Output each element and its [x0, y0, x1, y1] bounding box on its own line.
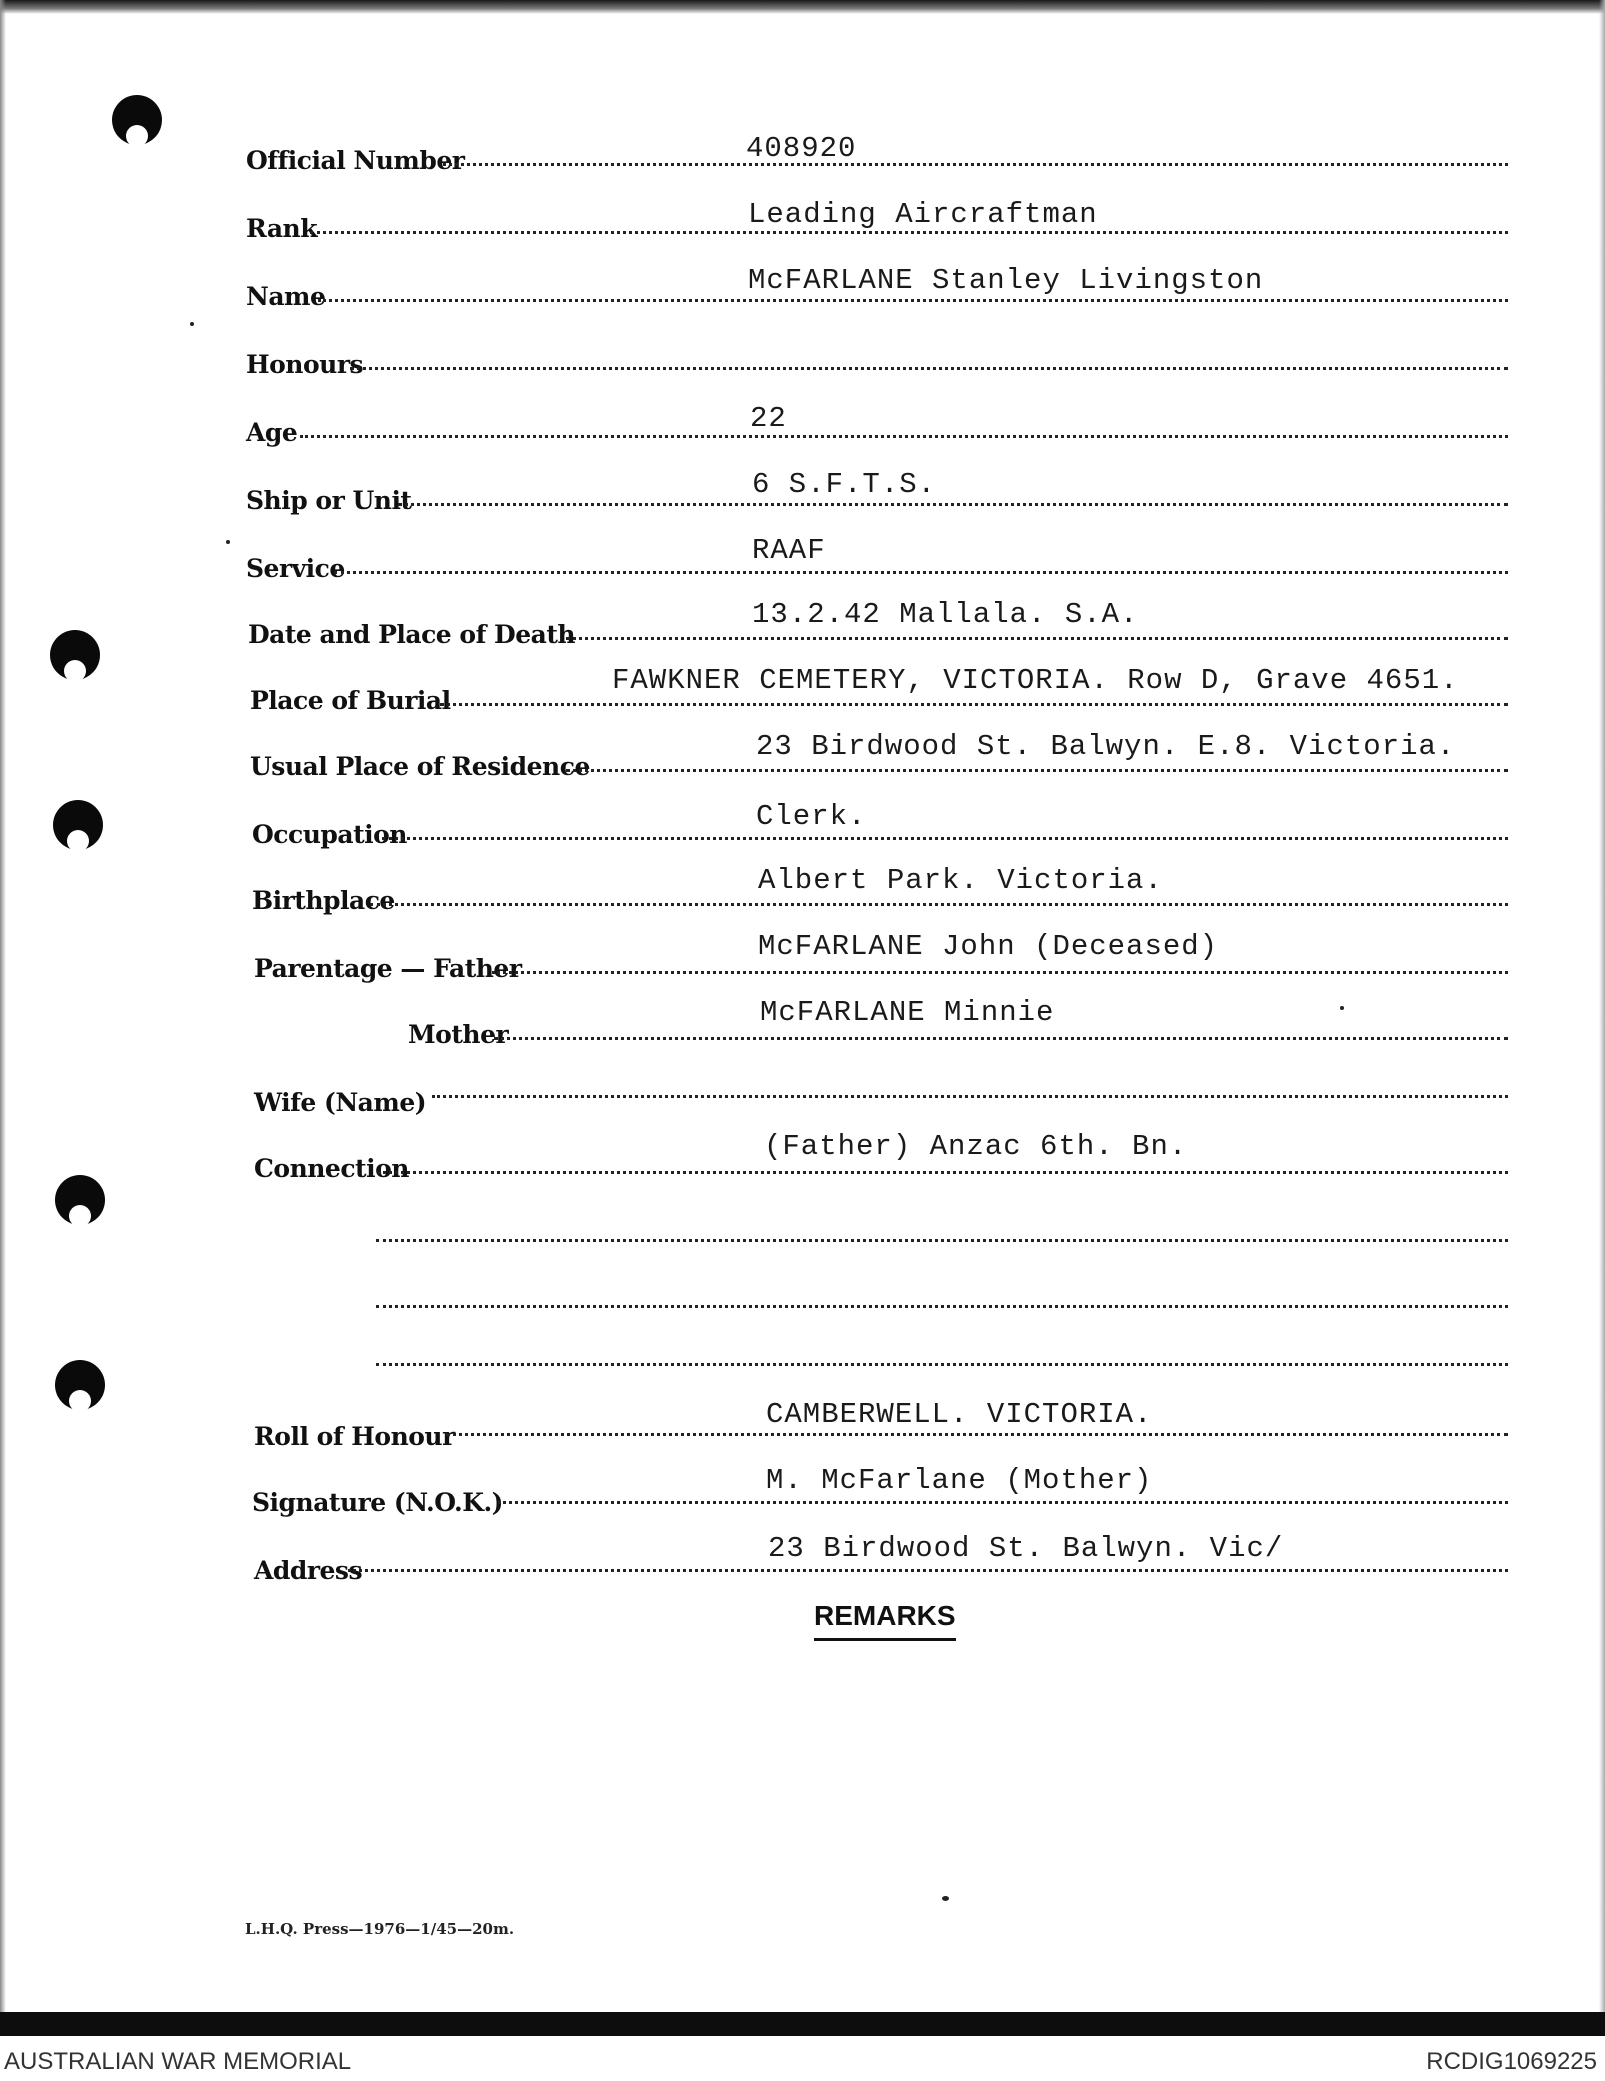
footer-institution: AUSTRALIAN WAR MEMORIAL [4, 2048, 352, 2075]
dotted-line [492, 971, 1508, 974]
dotted-line [382, 837, 1508, 840]
value-place-of-burial: FAWKNER CEMETERY, VICTORIA. Row D, Grave 4651. [612, 664, 1459, 697]
dotted-line [443, 163, 1508, 166]
dotted-line [566, 769, 1508, 772]
value-age: 22 [750, 402, 787, 435]
label-occupation: Occupation [252, 820, 407, 849]
dotted-line [370, 903, 1508, 906]
label-address: Address [254, 1556, 363, 1585]
dotted-line [440, 703, 1508, 706]
dotted-line [432, 1095, 1508, 1098]
dotted-line [378, 1171, 1508, 1174]
value-connection: (Father) Anzac 6th. Bn. [764, 1130, 1188, 1163]
dotted-line [350, 367, 1508, 370]
value-usual-place-of-residence: 23 Birdwood St. Balwyn. E.8. Victoria. [756, 730, 1456, 763]
punch-hole-icon [112, 95, 162, 145]
dotted-line [494, 1037, 1508, 1040]
value-signature-nok: M. McFarlane (Mother) [766, 1464, 1153, 1497]
dotted-line [334, 571, 1508, 574]
punch-hole-icon [53, 800, 103, 850]
label-signature-nok: Signature (N.O.K.) [252, 1488, 503, 1517]
value-father: McFARLANE John (Deceased) [758, 930, 1219, 963]
value-name: McFARLANE Stanley Livingston [748, 264, 1264, 297]
scan-speck [190, 322, 194, 326]
label-service: Service [246, 554, 345, 583]
value-birthplace: Albert Park. Victoria. [758, 864, 1163, 897]
scan-bottom-edge [0, 2012, 1605, 2036]
printer-imprint: L.H.Q. Press—1976—1/45—20m. [245, 1920, 515, 1938]
punch-hole-icon [55, 1175, 105, 1225]
dotted-line [318, 299, 1508, 302]
scan-edge-top [0, 0, 1605, 14]
value-roll-of-honour: CAMBERWELL. VICTORIA. [766, 1398, 1153, 1431]
label-parentage-father: Parentage — Father [254, 954, 522, 983]
remarks-heading: REMARKS [814, 1600, 956, 1641]
label-ship-or-unit: Ship or Unit [246, 486, 412, 515]
scan-speck [226, 540, 230, 544]
label-usual-place-of-residence: Usual Place of Residence [250, 752, 590, 781]
dotted-line [498, 1501, 1508, 1504]
label-official-number: Official Number [246, 146, 465, 175]
dotted-line [566, 637, 1508, 640]
label-name: Name [246, 282, 326, 311]
scan-speck [942, 1896, 949, 1901]
label-birthplace: Birthplace [252, 886, 395, 915]
label-roll-of-honour: Roll of Honour [254, 1422, 455, 1451]
dotted-line [310, 231, 1508, 234]
value-rank: Leading Aircraftman [748, 198, 1098, 231]
dotted-line [348, 1569, 1508, 1572]
punch-hole-icon [55, 1360, 105, 1410]
scan-speck [1340, 1006, 1344, 1010]
scan-edge-left [0, 0, 6, 2030]
label-age: Age [246, 418, 298, 447]
value-mother: McFARLANE Minnie [760, 996, 1055, 1029]
footer-record-id: RCDIG1069225 [1426, 2048, 1597, 2075]
value-service: RAAF [752, 534, 826, 567]
label-place-of-burial: Place of Burial [250, 686, 451, 715]
value-ship-or-unit: 6 S.F.T.S. [752, 468, 937, 501]
label-rank: Rank [246, 214, 318, 243]
punch-hole-icon [50, 630, 100, 680]
value-occupation: Clerk. [756, 800, 867, 833]
blank-line [376, 1239, 1508, 1242]
value-date-place-of-death: 13.2.42 Mallala. S.A. [752, 598, 1139, 631]
label-connection: Connection [254, 1154, 409, 1183]
value-official-number: 408920 [746, 132, 857, 165]
dotted-line [446, 1433, 1508, 1436]
label-honours: Honours [246, 350, 364, 379]
value-address: 23 Birdwood St. Balwyn. Vic/ [768, 1532, 1284, 1565]
dotted-line [398, 503, 1508, 506]
label-wife-name: Wife (Name) [254, 1088, 427, 1117]
blank-line [376, 1305, 1508, 1308]
label-date-place-of-death: Date and Place of Death [248, 620, 576, 649]
blank-line [376, 1363, 1508, 1366]
scan-edge-right [1599, 0, 1605, 2030]
dotted-line [300, 435, 1508, 438]
label-mother: Mother [408, 1020, 509, 1049]
